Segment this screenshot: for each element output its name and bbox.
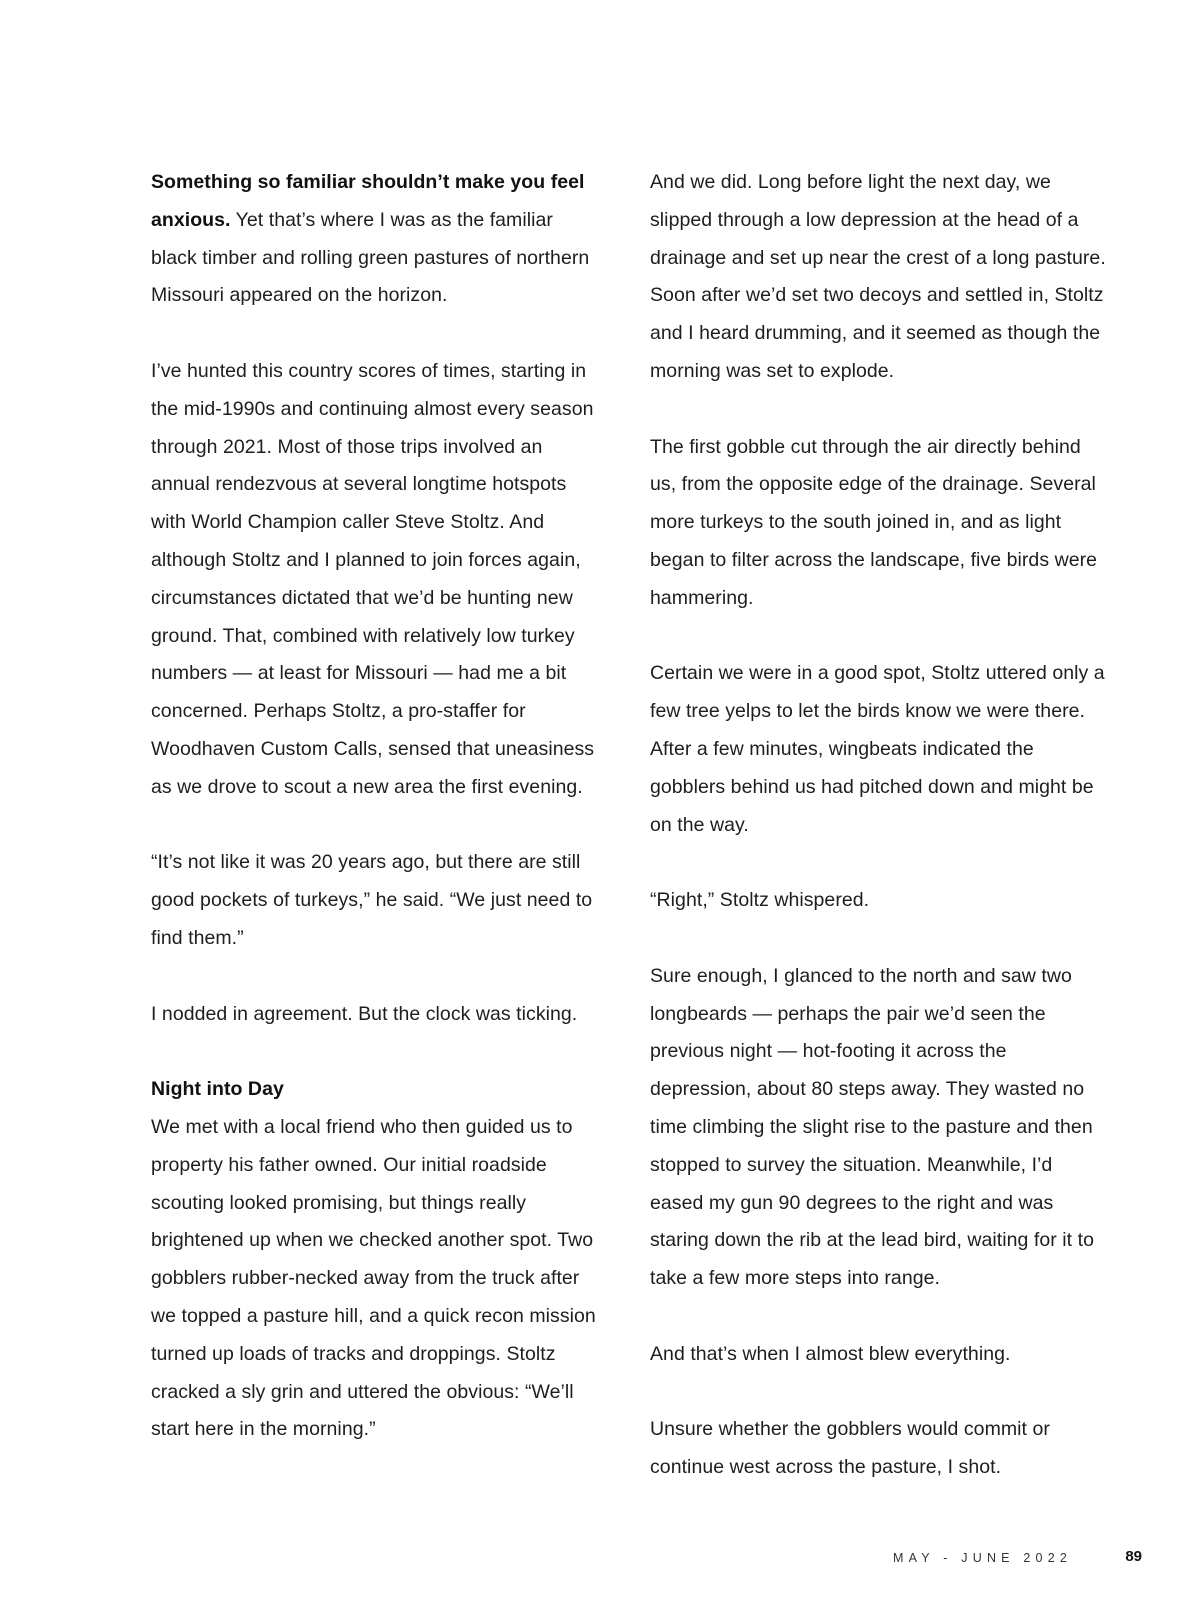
paragraph: I nodded in agreement. But the clock was ticking. [151,1002,578,1025]
paragraph: “It’s not like it was 20 years ago, but there are still good pockets of turkeys,” he said. “We just need to find them.” [151,851,593,949]
paragraph: The first gobble cut through the air directly behind us, from the opposite edge of the drainage. Several more turkeys to the south joined in, and as light began to filter across the landscape, five birds were hammering. [650,435,1098,609]
article-column-left [151,164,601,1449]
page-number: 89 [1125,1548,1142,1565]
paragraph: Unsure whether the gobblers would commit or continue west across the pasture, I shot. [650,1418,1050,1479]
paragraph: I’ve hunted this country scores of times, starting in the mid-1990s and continuing almost every season through 2021. Most of those trips involved an annual rendezvous at several longtime hotspots with World Champion caller Steve Stoltz. And although Stoltz and I planned to join forces again, circumstances dictated that we’d be hunting new ground. That, combined with relatively low turkey numbers — at least for Missouri — had me a bit concerned. Perhaps Stoltz, a pro-staffer for Woodhaven Custom Calls, sensed that uneasiness as we drove to scout a new area the first evening. [151,359,595,798]
page-footer [0,1548,1200,1572]
paragraph [151,164,601,315]
paragraph: And that’s when I almost blew everything. [650,1342,1011,1365]
paragraph-text: Yet that’s where I was as the familiar black timber and rolling green pastures of northern Missouri appeared on the horizon. [151,208,590,307]
lead-in: Something so familiar shouldn’t make you feel anxious. [151,171,585,231]
paragraph: We met with a local friend who then guided us to property his father owned. Our initial roadside scouting looked promising, but things really brightened up when we checked another spot. Two gobblers rubber-necked away from the truck after we topped a pasture hill, and a quick recon mission turned up loads of tracks and droppings. Stoltz cracked a sly grin and uttered the obvious: “We’ll start here in the morning.” [151,1115,596,1441]
paragraph: Certain we were in a good spot, Stoltz uttered only a few tree yelps to let the birds know we were there. After a few minutes, wingbeats indicated the gobblers behind us had pitched down and might be on the way. [650,662,1105,836]
issue-date: MAY - JUNE 2022 [893,1551,1072,1565]
section-subhead: Night into Day [151,1078,284,1101]
paragraph: “Right,” Stoltz whispered. [650,889,870,912]
paragraph: Sure enough, I glanced to the north and saw two longbeards — perhaps the pair we’d seen the previous night — hot-footing it across the depression, about 80 steps away. They wasted no time climbing the slight rise to the pasture and then stopped to survey the situation. Meanwhile, I’d eased my gun 90 degrees to the right and was staring down the rib at the lead bird, waiting for it to take a few more steps into range. [650,964,1094,1290]
article-column-right [650,164,1106,1487]
paragraph: And we did. Long before light the next day, we slipped through a low depression at the head of a drainage and set up near the crest of a long pasture. Soon after we’d set two decoys and settled in, Stoltz and I heard drumming, and it seemed as though the morning was set to explode. [650,171,1106,382]
